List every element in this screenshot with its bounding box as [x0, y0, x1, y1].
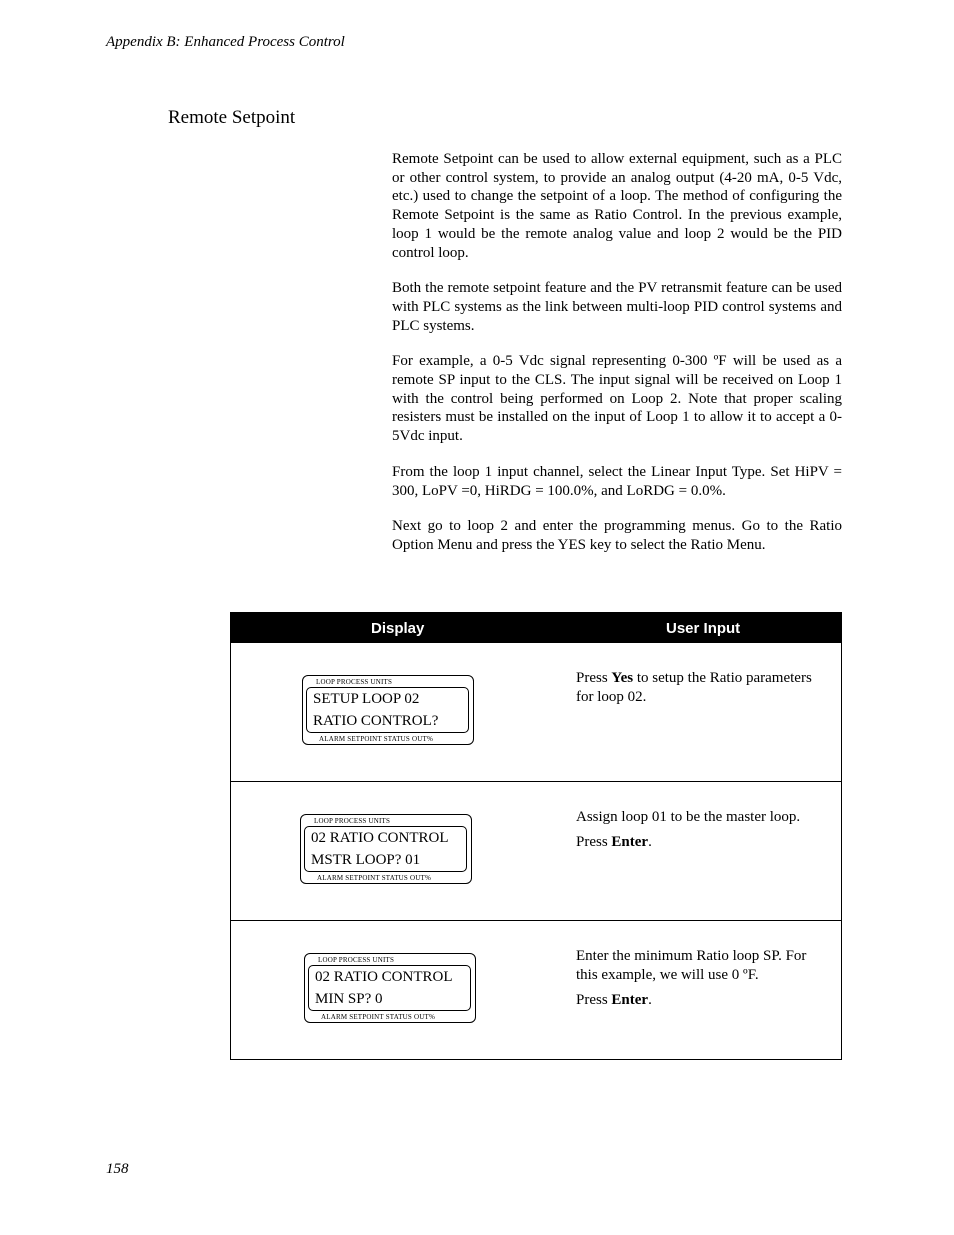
- instruction: Press Yes to setup the Ratio parameters for loop 02.: [576, 670, 812, 705]
- page-number: 158: [106, 1161, 129, 1177]
- user-input-text: [576, 808, 831, 858]
- procedure-table: [230, 612, 842, 1060]
- instruction: Press Enter.: [576, 834, 652, 850]
- lcd-bottom-labels: ALARM SETPOINT STATUS OUT%: [317, 874, 431, 882]
- table-header: [231, 613, 841, 643]
- paragraph: Both the remote setpoint feature and the PV retransmit feature can be used with PLC systems as the link between multi-loop PID control systems and PLC systems.: [392, 280, 842, 334]
- instruction: Assign loop 01 to be the master loop.: [576, 809, 801, 825]
- section-title: Remote Setpoint: [168, 107, 296, 128]
- paragraph: From the loop 1 input channel, select the Linear Input Type. Set HiPV = 300, LoPV =0, HiRDG = 100.0%, and LoRDG = 0.0%.: [392, 463, 842, 499]
- lcd-top-labels: LOOP PROCESS UNITS: [316, 678, 393, 686]
- table-row: [231, 920, 841, 1059]
- lcd-line-2: MSTR LOOP? 01: [311, 852, 421, 868]
- lcd-screen: [304, 826, 467, 872]
- paragraph: Remote Setpoint can be used to allow external equipment, such as a PLC or other control system, to provide an analog output (4-20 mA, 0-5 Vdc, etc.) used to change the setpoint of a loop. The method of configuring the Remote Setpoint is the same as Ratio Control. In the previous example, loop 1 would be the remote analog value and loop 2 would be the PID control loop.: [392, 151, 842, 261]
- paragraph: For example, a 0-5 Vdc signal representing 0-300 ºF will be used as a remote SP input to the CLS. The input signal will be received on Loop 1 with the control being performed on Loop 2. Note that proper scaling resisters must be installed on the input of Loop 1 to allow it to accept a 0-5Vdc input.: [392, 353, 842, 445]
- body-text: [392, 150, 842, 572]
- lcd-top-labels: LOOP PROCESS UNITS: [314, 817, 391, 825]
- lcd-screen: [306, 687, 469, 733]
- lcd-line-2: MIN SP? 0: [315, 991, 383, 1007]
- lcd-display: [302, 675, 474, 745]
- instruction: Press Enter.: [576, 992, 652, 1008]
- column-header-user-input: User Input: [666, 620, 741, 637]
- lcd-top-labels: LOOP PROCESS UNITS: [318, 956, 395, 964]
- lcd-line-1: 02 RATIO CONTROL: [315, 969, 453, 985]
- running-header: Appendix B: Enhanced Process Control: [106, 34, 345, 50]
- user-input-text: [576, 669, 831, 713]
- lcd-line-1: 02 RATIO CONTROL: [311, 830, 449, 846]
- user-input-text: [576, 947, 831, 1016]
- column-header-display: Display: [371, 620, 425, 637]
- lcd-display: [300, 814, 472, 884]
- lcd-bottom-labels: ALARM SETPOINT STATUS OUT%: [321, 1013, 435, 1021]
- table-row: [231, 643, 841, 781]
- table-row: [231, 781, 841, 920]
- lcd-line-1: SETUP LOOP 02: [313, 691, 420, 707]
- paragraph: Next go to loop 2 and enter the programming menus. Go to the Ratio Option Menu and press the YES key to select the Ratio Menu.: [392, 518, 842, 553]
- instruction: Enter the minimum Ratio loop SP. For this example, we will use 0 ºF.: [576, 948, 807, 983]
- lcd-bottom-labels: ALARM SETPOINT STATUS OUT%: [319, 735, 433, 743]
- lcd-screen: [308, 965, 471, 1011]
- lcd-display: [304, 953, 476, 1023]
- lcd-line-2: RATIO CONTROL?: [313, 713, 439, 729]
